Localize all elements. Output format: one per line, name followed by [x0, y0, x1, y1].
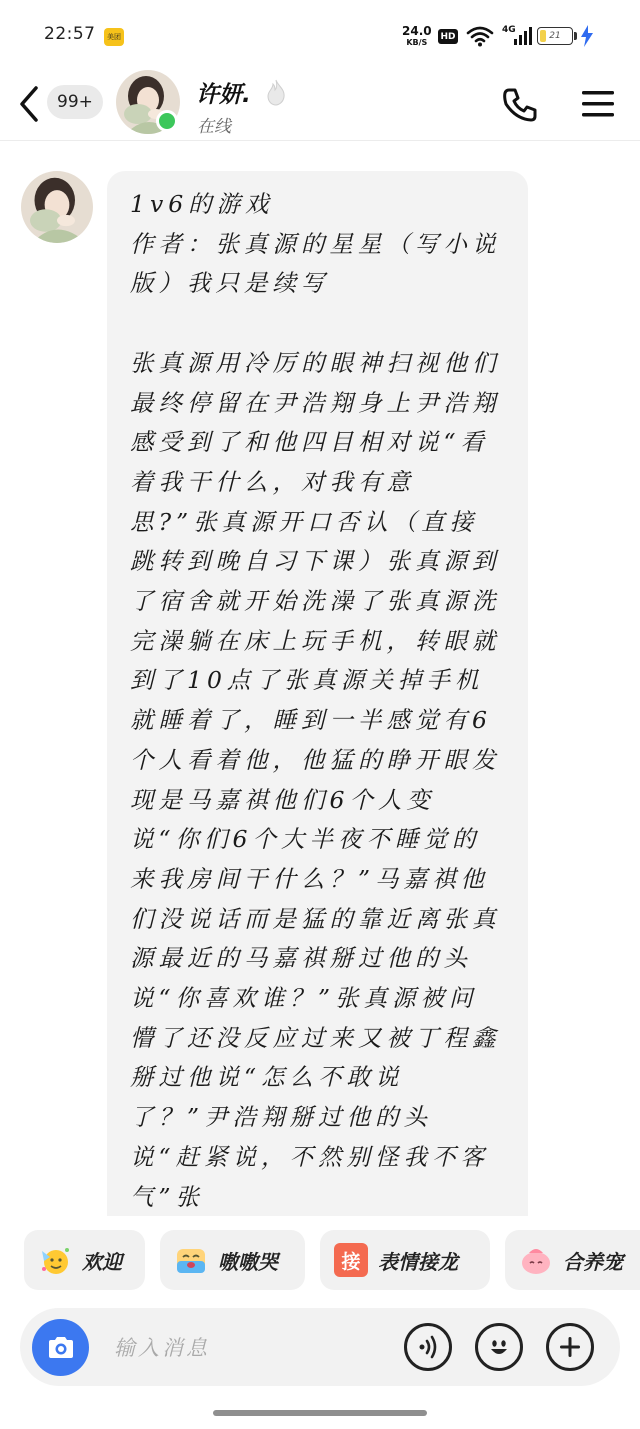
more-menu-button[interactable]: [578, 86, 618, 122]
smiley-icon: [484, 1332, 514, 1362]
jie-icon-text: 接: [341, 1250, 361, 1273]
message-text: 1v6的游戏 作者：张真源的星星（写小说版）我只是续写 张真源用冷厉的眼神扫视他们最终停留在尹浩翔身上尹浩翔感受到了和他四目相对说“看着我干什么，对我有意思?”张真源开口否认（直接跳转到晚自习下课）张真源到了宿舍就开始洗澡了张真源洗完澡躺在床上玩手机，转眼就到了10点了张真源关掉手机就睡着了，睡到一半感觉有6个人看着他，他猛的睁开眼发现是马嘉祺他们6个人变说“你们6个大半夜不睡觉的来我房间干什么？”马嘉祺他们没说话而是猛的靠近离张真源最近的马嘉祺掰过他的头说“你喜欢谁？”张真源被问懵了还没反应过来又被丁程鑫掰过他说“怎么不敢说了？”尹浩翔掰过他的头说“赶紧说，不然别怪我不客气”张: [130, 190, 501, 1211]
message-bubble[interactable]: [107, 171, 528, 1216]
phone-icon: [500, 85, 540, 125]
quick-reply-welcome[interactable]: [24, 1230, 145, 1290]
flame-icon: [264, 78, 288, 106]
quick-reply-label: 欢迎: [82, 1249, 122, 1274]
back-button[interactable]: [14, 84, 44, 124]
home-indicator[interactable]: [213, 1410, 427, 1416]
battery-level: 21: [549, 31, 561, 41]
quick-reply-pet[interactable]: [505, 1230, 640, 1290]
status-time: 22:57: [44, 24, 96, 44]
quick-reply-bar[interactable]: [0, 1230, 640, 1292]
quick-reply-sticker-chain[interactable]: [320, 1230, 490, 1290]
hd-badge: HD: [438, 29, 458, 44]
status-bar: [0, 0, 640, 70]
unread-count-badge[interactable]: 99+: [47, 85, 103, 119]
battery-tip: [574, 32, 577, 40]
sender-avatar[interactable]: [21, 171, 93, 243]
quick-reply-label: 合养宠: [563, 1249, 623, 1274]
jie-icon: [334, 1243, 368, 1277]
emoji-button[interactable]: [475, 1323, 523, 1371]
meituan-app-icon: 美团: [104, 28, 124, 46]
network-speed: [402, 26, 432, 48]
chevron-left-icon: [14, 84, 44, 124]
net-speed-unit: KB/S: [406, 38, 428, 47]
hamburger-menu-icon: [578, 86, 618, 122]
avatar-photo: [21, 171, 93, 243]
camera-button[interactable]: [32, 1319, 89, 1376]
net-speed-value: 24.0: [402, 24, 432, 38]
cellular-signal-icon: [502, 26, 532, 46]
quick-reply-cry[interactable]: [160, 1230, 305, 1290]
contact-status: 在线: [197, 117, 231, 137]
contact-name[interactable]: 许妍.: [196, 82, 251, 108]
quick-reply-label: 嗷嗷哭: [218, 1249, 278, 1274]
signal-label: 4G: [502, 25, 516, 35]
message-input-bar: [20, 1308, 620, 1386]
charging-bolt-icon: [580, 25, 594, 47]
more-actions-button[interactable]: [546, 1323, 594, 1371]
online-status-dot: [156, 110, 178, 132]
plus-icon: [556, 1333, 584, 1361]
chat-header: [0, 70, 640, 141]
camera-icon: [46, 1335, 76, 1361]
party-emoji-icon: [38, 1243, 72, 1277]
crying-emoji-icon: [174, 1243, 208, 1277]
voice-call-button[interactable]: [500, 85, 540, 125]
voice-wave-icon: [413, 1332, 443, 1362]
quick-reply-label: 表情接龙: [378, 1249, 458, 1274]
wifi-icon: [466, 25, 494, 47]
battery-icon: [537, 27, 573, 45]
message-input[interactable]: [112, 1328, 386, 1368]
pet-icon: [519, 1243, 553, 1277]
voice-input-button[interactable]: [404, 1323, 452, 1371]
message-list[interactable]: [0, 141, 640, 1216]
